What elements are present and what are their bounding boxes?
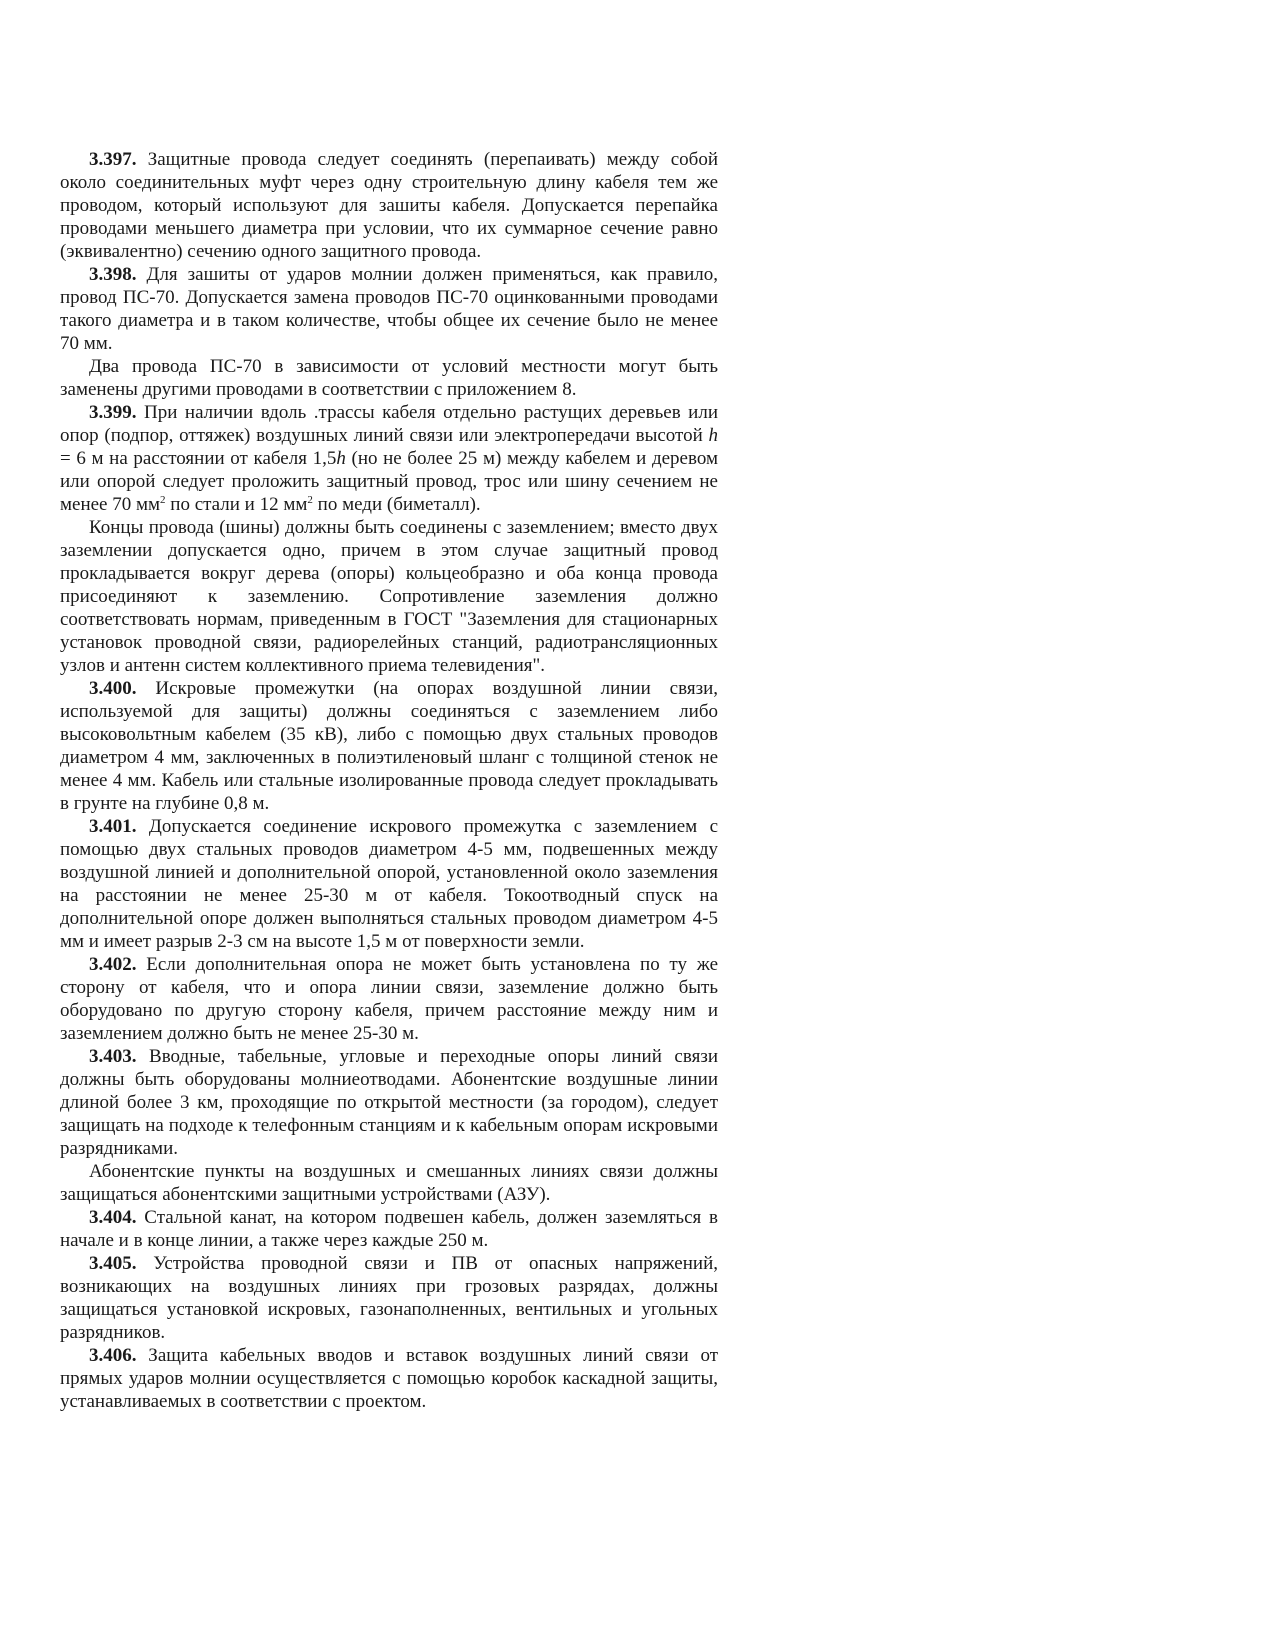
clause-number: 3.398.: [89, 264, 137, 285]
paragraph-text: Защитные провода следует соединять (перепаивать) между собой около соединительных муфт через одну строительную длину кабеля тем же проводом, который используют для зашиты кабеля. Допускается перепайка проводами меньшего диаметра при условии, что их суммарное сечение равно (эквивалентно) сечению одного защитного провода.: [60, 149, 718, 262]
clause-number: 3.400.: [89, 678, 137, 699]
paragraph-text: Концы провода (шины) должны быть соединены с заземлением; вместо двух заземлении допускается одно, причем в этом случае защитный провод прокладывается вокруг дерева (опоры) кольцеобразно и оба конца провода присоединяют к заземлению. Сопротивление заземления должно соответствовать нормам, приведенным в ГОСТ "Заземления для стационарных установок проводной связи, радиорелейных станций, радиотрансляционных узлов и антенн систем коллективного приема телевидения".: [60, 517, 718, 676]
paragraph-text: (но не более 25 м) между кабелем и деревом или опорой следует проложить защитный провод, трос или шину сечением не менее 70 мм: [60, 448, 718, 515]
paragraph-3-406: [60, 1344, 718, 1413]
clause-number: 3.399.: [89, 402, 137, 423]
paragraph-3-403: [60, 1045, 718, 1160]
paragraph-3-399: [60, 401, 718, 516]
paragraph-3-398: [60, 263, 718, 355]
paragraph-3-398-cont: [60, 355, 718, 401]
clause-number: 3.406.: [89, 1345, 137, 1366]
clause-number: 3.405.: [89, 1253, 137, 1274]
paragraph-text: по стали и 12 мм: [170, 494, 308, 515]
paragraph-3-400: [60, 677, 718, 815]
paragraph-text: Устройства проводной связи и ПВ от опасных напряжений, возникающих на воздушных линиях при грозовых разрядах, должны защищаться установкой искровых, газонаполненных, вентильных и угольных разрядников.: [60, 1253, 718, 1343]
paragraph-text: Допускается соединение искрового промежутка с заземлением с помощью двух стальных проводов диаметром 4-5 мм, подвешенных между воздушной линией и дополнительной опорой, установленной около заземления на расстоянии не менее 25-30 м от кабеля. Токоотводный спуск на дополнительной опоре должен выполняться стальных проводом диаметром 4-5 мм и имеет разрыв 2-3 см на высоте 1,5 м от поверхности земли.: [60, 816, 718, 952]
paragraph-text: Абонентские пункты на воздушных и смешанных линиях связи должны защищаться абонентскими защитными устройствами (АЗУ).: [60, 1161, 718, 1205]
clause-number: 3.397.: [89, 149, 137, 170]
paragraph-3-402: [60, 953, 718, 1045]
paragraph-3-404: [60, 1206, 718, 1252]
clause-number: 3.401.: [89, 816, 137, 837]
paragraph-text: При наличии вдоль .трассы кабеля отдельно растущих деревьев или опор (подпор, оттяжек) воздушных линий связи или электропередачи высотой: [60, 402, 718, 446]
paragraph-text: Для зашиты от ударов молнии должен применяться, как правило, провод ПС-70. Допускается замена проводов ПС-70 оцинкованными проводами такого диаметра и в таком количестве, чтобы общее их сечение было не менее 70 мм.: [60, 264, 719, 354]
superscript: 2: [160, 494, 166, 506]
paragraph-text: Стальной канат, на котором подвешен кабель, должен заземляться в начале и в конце линии, а также через каждые 250 м.: [60, 1207, 719, 1251]
clause-number: 3.403.: [89, 1046, 137, 1067]
paragraph-3-399-cont: [60, 516, 718, 677]
superscript: 2: [307, 494, 313, 506]
paragraph-text: Два провода ПС-70 в зависимости от условий местности могут быть заменены другими проводами в соответствии с приложением 8.: [60, 356, 718, 400]
clause-number: 3.402.: [89, 954, 137, 975]
paragraph-text: по меди (биметалл).: [317, 494, 481, 515]
paragraph-3-403-cont: [60, 1160, 718, 1206]
height-variable: h: [336, 448, 346, 469]
paragraph-text: Защита кабельных вводов и вставок воздушных линий связи от прямых ударов молнии осуществляется с помощью коробок каскадной защиты, устанавливаемых в соответствии с проектом.: [60, 1345, 719, 1412]
paragraph-text: Искровые промежутки (на опорах воздушной линии связи, используемой для защиты) должны соединяться с заземлением либо высоковольтным кабелем (35 кВ), либо с помощью двух стальных проводов диаметром 4 мм, заключенных в полиэтиленовый шланг с толщиной стенок не менее 4 мм. Кабель или стальные изолированные провода следует прокладывать в грунте на глубине 0,8 м.: [60, 678, 718, 814]
paragraph-text: Если дополнительная опора не может быть установлена по ту же сторону от кабеля, что и опора линии связи, заземление должно быть оборудовано по другую сторону кабеля, причем расстояние между ним и заземлением должно быть не менее 25-30 м.: [60, 954, 719, 1044]
document-page: [60, 148, 718, 1413]
clause-number: 3.404.: [89, 1207, 137, 1228]
paragraph-3-401: [60, 815, 718, 953]
paragraph-3-405: [60, 1252, 718, 1344]
paragraph-text: Вводные, табельные, угловые и переходные опоры линий связи должны быть оборудованы молниеотводами. Абонентские воздушные линии длиной более 3 км, проходящие по открытой местности (за городом), следует защищать на подходе к телефонным станциям и к кабельным опорам искровыми разрядниками.: [60, 1046, 718, 1159]
paragraph-3-397: [60, 148, 718, 263]
height-variable: h: [708, 425, 718, 446]
paragraph-text: = 6 м на расстоянии от кабеля 1,5: [60, 448, 337, 469]
